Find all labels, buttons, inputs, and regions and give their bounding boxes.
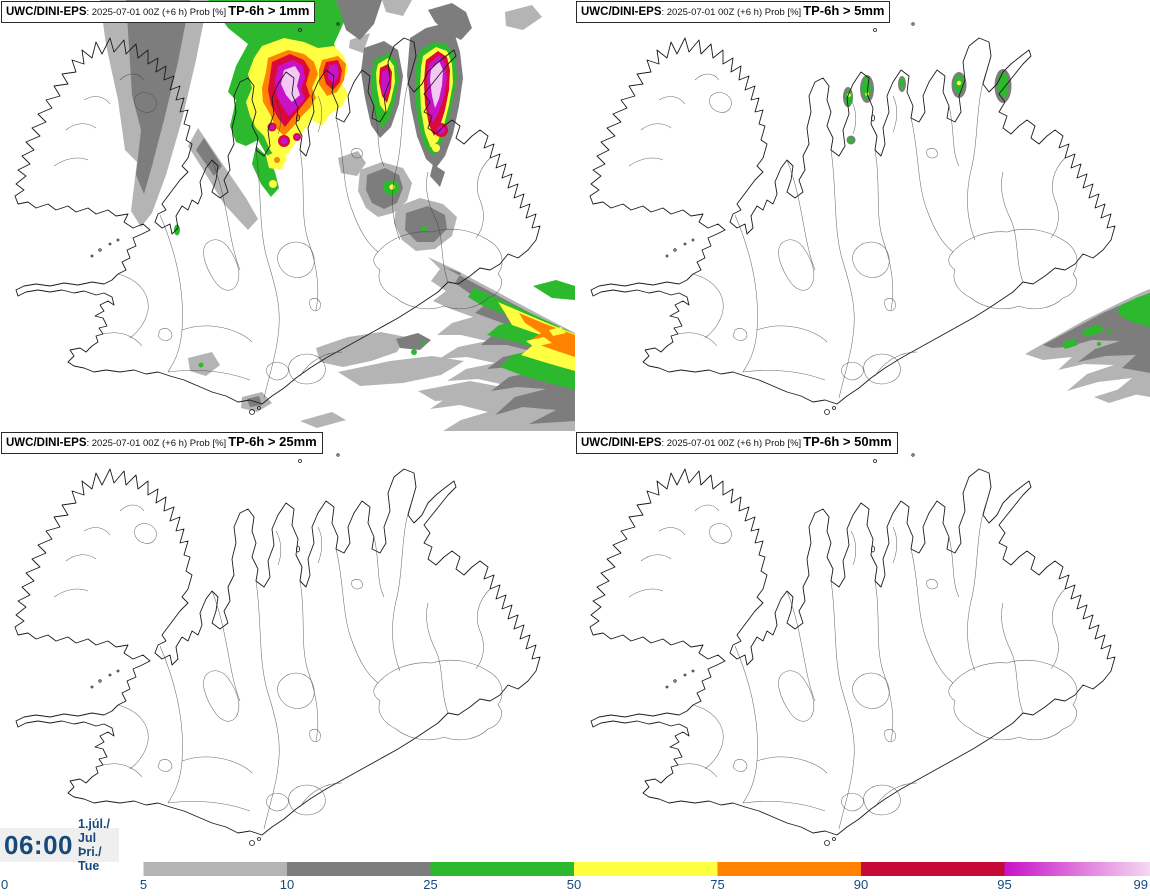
model-name: UWC/DINI-EPS xyxy=(6,437,87,449)
tick-25: 25 xyxy=(423,877,437,891)
run-info: : 2025-07-01 00Z (+6 h) Prob [%] xyxy=(662,7,802,18)
forecast-panel-50mm xyxy=(575,431,1150,862)
threshold-label: TP-6h > 25mm xyxy=(228,434,317,449)
panel-title-5mm xyxy=(576,1,890,23)
valid-day: Þri./ Tue xyxy=(78,845,119,873)
run-info: : 2025-07-01 00Z (+6 h) Prob [%] xyxy=(662,438,802,449)
forecast-panel-5mm xyxy=(575,0,1150,431)
panel-title-1mm xyxy=(1,1,315,23)
tick-99: 99 xyxy=(1134,877,1148,891)
panel-title-50mm xyxy=(576,432,898,454)
model-name: UWC/DINI-EPS xyxy=(6,6,87,18)
run-info: : 2025-07-01 00Z (+6 h) Prob [%] xyxy=(87,7,227,18)
tick-95: 95 xyxy=(997,877,1011,891)
forecast-panel-1mm xyxy=(0,0,575,431)
tick-75: 75 xyxy=(710,877,724,891)
tick-5: 5 xyxy=(140,877,147,891)
panel-title-25mm xyxy=(1,432,323,454)
threshold-label: TP-6h > 1mm xyxy=(228,3,309,18)
tick-90: 90 xyxy=(854,877,868,891)
valid-time-box xyxy=(0,828,119,862)
forecast-panel-25mm xyxy=(0,431,575,862)
tick-50: 50 xyxy=(567,877,581,891)
valid-date: 1.júl./ Jul xyxy=(78,817,119,845)
colorbar-segments xyxy=(0,862,1150,876)
precip-probability-overlay-5mm xyxy=(843,69,1150,403)
probability-colorbar xyxy=(0,862,1150,891)
model-name: UWC/DINI-EPS xyxy=(581,437,662,449)
iceland-map-outline xyxy=(590,454,1115,846)
colorbar-tick-labels xyxy=(1,877,1148,891)
threshold-label: TP-6h > 50mm xyxy=(803,434,892,449)
threshold-label: TP-6h > 5mm xyxy=(803,3,884,18)
run-info: : 2025-07-01 00Z (+6 h) Prob [%] xyxy=(87,438,227,449)
valid-time: 06:00 xyxy=(4,830,73,861)
model-name: UWC/DINI-EPS xyxy=(581,6,662,18)
iceland-map-outline xyxy=(15,454,540,846)
tick-0: 0 xyxy=(1,877,8,891)
tick-10: 10 xyxy=(280,877,294,891)
